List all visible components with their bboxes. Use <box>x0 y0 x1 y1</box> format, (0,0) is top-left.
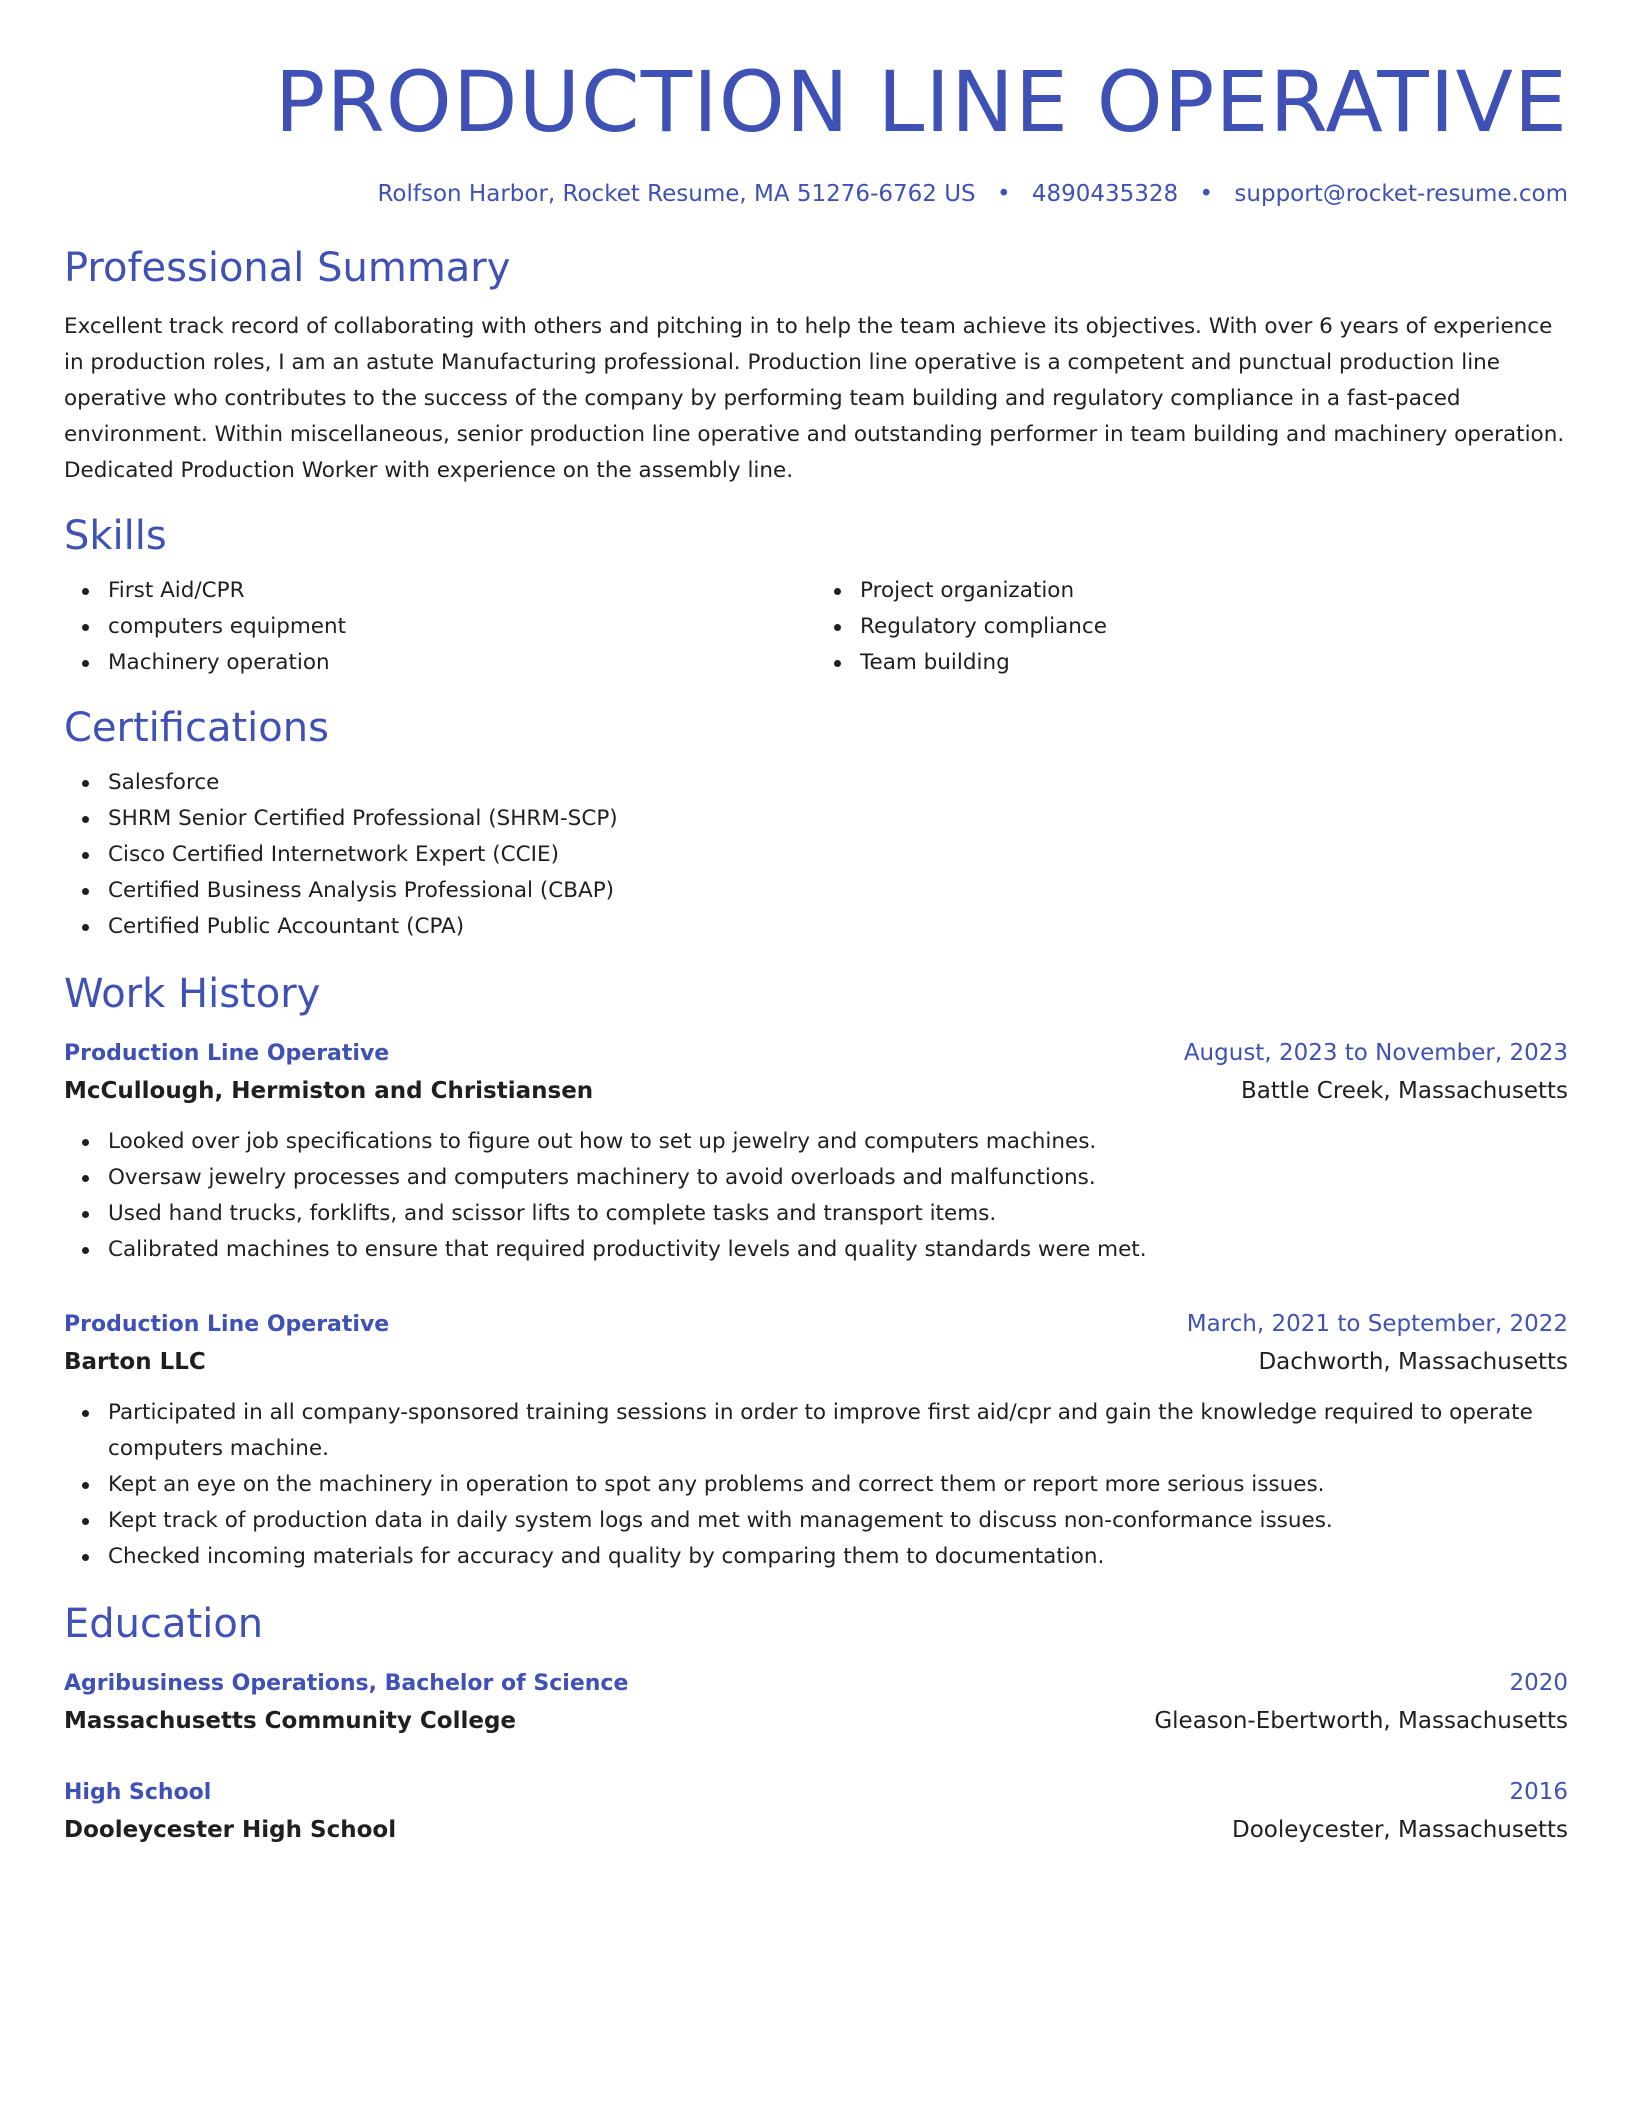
contact-email: support@rocket-resume.com <box>1234 181 1568 207</box>
skill-item: Machinery operation <box>108 645 816 681</box>
job-entry <box>64 1035 1568 1268</box>
contact-address: Rolfson Harbor, Rocket Resume, MA 51276-6762 US <box>377 181 976 207</box>
job-bullet: Kept an eye on the machinery in operation to spot any problems and correct them or report more serious issues. <box>108 1467 1568 1503</box>
certifications-list <box>64 765 1568 945</box>
summary-text: Excellent track record of collaborating with others and pitching in to help the team achieve its objectives. With over 6 years of experience in production roles, I am an astute Manufacturing professional. Production line operative is a competent and punctual production line operative who contributes to the success of the company by performing team building and regulatory compliance in a fast-paced environment. Within miscellaneous, senior production line operative and outstanding performer in team building and machinery operation. Dedicated Production Worker with experience on the assembly line. <box>64 314 1565 483</box>
candidate-name: PRODUCTION LINE OPERATIVE <box>274 53 1568 151</box>
education-degree-row <box>64 1774 1568 1811</box>
summary-heading: Professional Summary <box>64 245 511 291</box>
job-bullet: Oversaw jewelry processes and computers machinery to avoid overloads and malfunctions. <box>108 1160 1568 1196</box>
certification-item: Cisco Certified Internetwork Expert (CCIE) <box>108 837 1568 873</box>
skill-item: computers equipment <box>108 609 816 645</box>
education-heading: Education <box>64 1601 264 1647</box>
skills-grid <box>64 573 1568 681</box>
skill-item: Project organization <box>860 573 1568 609</box>
skill-item: Team building <box>860 645 1568 681</box>
skills-column-left <box>64 573 816 681</box>
skills-section <box>64 511 1568 681</box>
job-bullet: Kept track of production data in daily system logs and met with management to discuss non-conformance issues. <box>108 1503 1568 1539</box>
certification-item: SHRM Senior Certified Professional (SHRM-SCP) <box>108 801 1568 837</box>
education-school-row <box>64 1811 1568 1849</box>
education-school: Dooleycester High School <box>64 1817 397 1843</box>
contact-separator: • <box>996 181 1011 207</box>
job-entry <box>64 1306 1568 1575</box>
certifications-section <box>64 703 1568 945</box>
education-degree: High School <box>64 1780 212 1805</box>
job-bullet: Calibrated machines to ensure that required productivity levels and quality standards were met. <box>108 1232 1568 1268</box>
certification-item: Salesforce <box>108 765 1568 801</box>
education-location: Dooleycester, Massachusetts <box>1232 1817 1568 1843</box>
work-history-heading: Work History <box>64 971 321 1017</box>
job-bullet: Looked over job specifications to figure out how to set up jewelry and computers machines. <box>108 1124 1568 1160</box>
job-employer: Barton LLC <box>64 1349 206 1375</box>
job-title-row <box>64 1035 1568 1072</box>
certification-item: Certified Public Accountant (CPA) <box>108 909 1568 945</box>
education-degree: Agribusiness Operations, Bachelor of Science <box>64 1671 629 1696</box>
education-year: 2016 <box>1509 1779 1568 1805</box>
education-section <box>64 1599 1568 1849</box>
certification-item: Certified Business Analysis Professional (CBAP) <box>108 873 1568 909</box>
education-school-row <box>64 1702 1568 1740</box>
resume-header <box>64 0 1568 210</box>
job-employer: McCullough, Hermiston and Christiansen <box>64 1078 594 1104</box>
skill-item: First Aid/CPR <box>108 573 816 609</box>
contact-phone: 4890435328 <box>1031 181 1179 207</box>
job-bullet: Checked incoming materials for accuracy and quality by comparing them to documentation. <box>108 1539 1568 1575</box>
job-bullets <box>64 1124 1568 1268</box>
contact-separator: • <box>1199 181 1214 207</box>
education-entry <box>64 1665 1568 1740</box>
job-title-row <box>64 1306 1568 1343</box>
skills-column-right <box>816 573 1568 681</box>
job-location: Dachworth, Massachusetts <box>1258 1349 1568 1375</box>
education-entry <box>64 1774 1568 1849</box>
education-year: 2020 <box>1509 1670 1568 1696</box>
job-bullet: Used hand trucks, forklifts, and scissor lifts to complete tasks and transport items. <box>108 1196 1568 1232</box>
education-school: Massachusetts Community College <box>64 1708 517 1734</box>
job-bullets <box>64 1395 1568 1575</box>
job-employer-row <box>64 1072 1568 1110</box>
education-location: Gleason-Ebertworth, Massachusetts <box>1154 1708 1568 1734</box>
summary-section <box>64 243 1568 489</box>
education-degree-row <box>64 1665 1568 1702</box>
job-dates: March, 2021 to September, 2022 <box>1186 1311 1568 1337</box>
job-bullet: Participated in all company-sponsored training sessions in order to improve first aid/cpr and gain the knowledge required to operate computers machine. <box>108 1395 1568 1467</box>
certifications-heading: Certifications <box>64 705 329 751</box>
job-role: Production Line Operative <box>64 1041 390 1066</box>
job-location: Battle Creek, Massachusetts <box>1241 1078 1568 1104</box>
skills-heading: Skills <box>64 513 167 559</box>
job-employer-row <box>64 1343 1568 1381</box>
contact-line <box>64 178 1568 210</box>
job-dates: August, 2023 to November, 2023 <box>1183 1040 1568 1066</box>
job-role: Production Line Operative <box>64 1312 390 1337</box>
skill-item: Regulatory compliance <box>860 609 1568 645</box>
work-history-section <box>64 969 1568 1575</box>
